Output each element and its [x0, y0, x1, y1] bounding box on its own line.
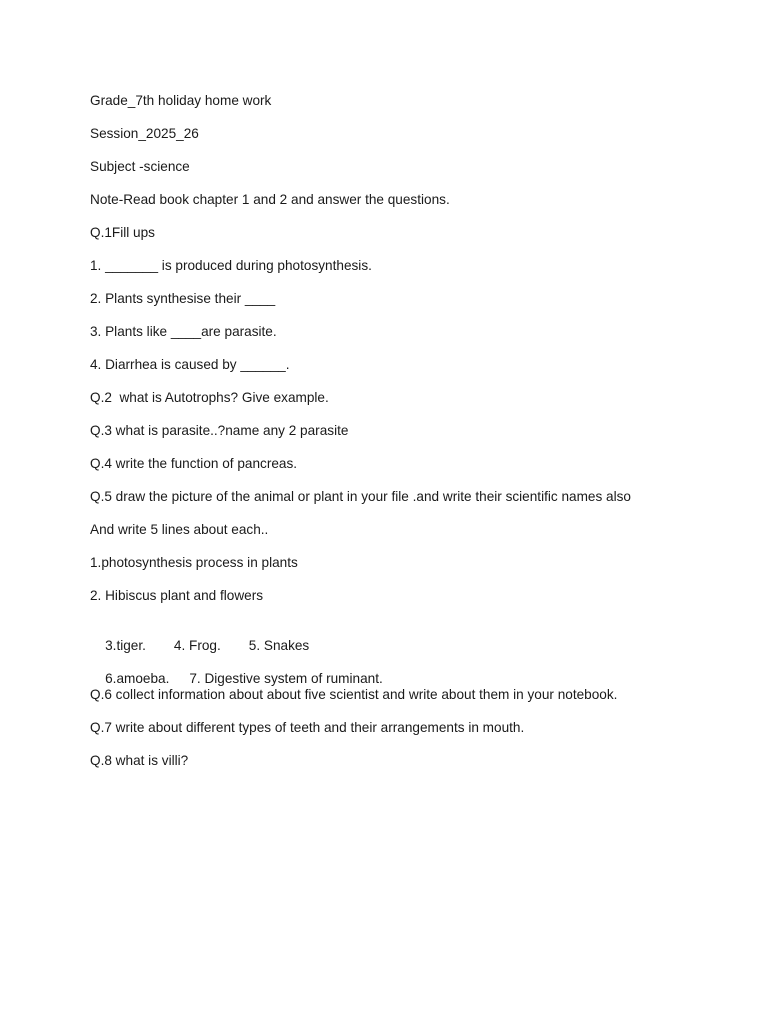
- note-line: Note-Read book chapter 1 and 2 and answer the questions.: [90, 192, 450, 207]
- fill-up-2: 2. Plants synthesise their ____: [90, 291, 276, 306]
- question-3: Q.3 what is parasite..?name any 2 parasite: [90, 423, 349, 438]
- question-2: Q.2 what is Autotrophs? Give example.: [90, 390, 329, 405]
- question-1-heading: Q.1Fill ups: [90, 225, 155, 240]
- topic-2: 2. Hibiscus plant and flowers: [90, 588, 264, 603]
- topics-row-amoeba: [90, 653, 748, 686]
- topic-7: 7. Digestive system of ruminant.: [189, 671, 383, 686]
- topics-row-animals: [90, 620, 748, 653]
- fill-up-4: 4. Diarrhea is caused by ______.: [90, 357, 290, 372]
- question-7: Q.7 write about different types of teeth and their arrangements in mouth.: [90, 720, 525, 735]
- topic-4: 4. Frog.: [173, 638, 221, 653]
- document-page: [90, 92, 748, 785]
- question-6: Q.6 collect information about about five scientist and write about them in your notebook.: [90, 687, 618, 702]
- question-8: Q.8 what is villi?: [90, 753, 189, 768]
- topic-1: 1.photosynthesis process in plants: [90, 555, 298, 570]
- question-4: Q.4 write the function of pancreas.: [90, 456, 298, 471]
- question-5: Q.5 draw the picture of the animal or plant in your file .and write their scientific names also: [90, 489, 631, 504]
- topic-3: 3.tiger.: [105, 638, 146, 653]
- topic-6: 6.amoeba.: [105, 671, 170, 686]
- session-line: Session_2025_26: [90, 126, 199, 141]
- question-5-instruction: And write 5 lines about each..: [90, 522, 269, 537]
- subject-line: Subject -science: [90, 159, 190, 174]
- fill-up-1: 1. _______ is produced during photosynthesis.: [90, 258, 372, 273]
- grade-heading: Grade_7th holiday home work: [90, 93, 272, 108]
- topic-5: 5. Snakes: [248, 638, 310, 653]
- fill-up-3: 3. Plants like ____are parasite.: [90, 324, 277, 339]
